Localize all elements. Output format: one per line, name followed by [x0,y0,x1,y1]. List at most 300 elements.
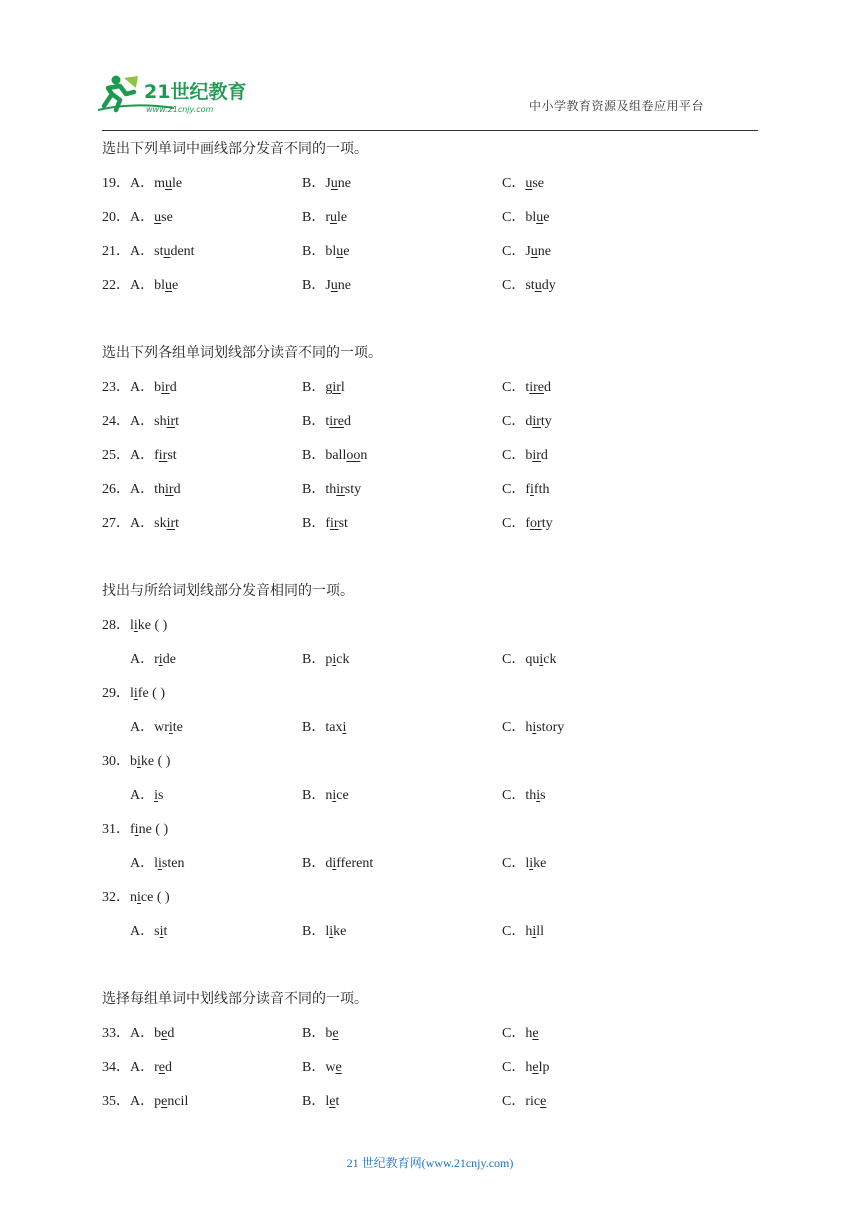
word-part: ric [525,1094,541,1109]
option-letter: B． [302,176,326,191]
option-letter: C． [502,788,526,803]
word-part: d [165,1060,173,1075]
question-num: 23． [102,380,130,395]
underlined-letters: ire [529,380,544,395]
question-row [102,514,758,548]
underlined-letters: i [159,924,164,939]
option-b[interactable] [302,1024,339,1044]
underlined-letters: ir [532,448,541,463]
word-part: s [540,788,546,803]
option-letter: B． [302,788,326,803]
option-c[interactable] [502,854,546,874]
section-instruction: 选出下列单词中画线部分发音不同的一项。 [102,142,368,157]
word-part: e [172,278,179,293]
option-a[interactable] [102,276,178,296]
word-part: l [130,618,134,633]
word-part: h [525,1026,533,1041]
option-c[interactable] [502,208,549,228]
exercise-section [102,140,758,310]
word-part: n [130,890,137,905]
word-part: ll [536,924,545,939]
word-part: fferent [336,856,374,871]
option-letter: A． [130,278,155,293]
word-part: sh [154,414,167,429]
word-part: e [343,244,350,259]
option-b[interactable] [302,480,361,500]
option-letter: C． [502,516,526,531]
option-b[interactable] [302,242,349,262]
option-c[interactable] [502,378,551,398]
underlined-letters: i [168,720,173,735]
word-part: dent [170,244,195,259]
word-part: ce ( ) [140,890,170,905]
option-letter: A． [130,482,155,497]
word-part: bl [525,210,537,225]
exercise-content [102,140,758,1160]
section-instruction: 选择每组单词中划线部分读音不同的一项。 [102,992,368,1007]
underlined-letters: u [163,244,171,259]
underlined-letters: ir [332,380,341,395]
word-part: st [167,448,177,463]
word-part: te [172,720,183,735]
word-part: ne [337,176,352,191]
question-options [102,854,758,888]
word-part: st [338,516,348,531]
option-letter: B． [302,1060,326,1075]
option-b[interactable] [302,1092,339,1112]
question-num: 28． [102,618,130,633]
option-letter: B． [302,210,326,225]
logo-21cnjy [94,72,274,116]
question-row [102,1058,758,1092]
word-part: sk [154,516,167,531]
option-b[interactable] [302,718,346,738]
option-letter: A． [130,652,155,667]
option-b[interactable] [302,378,345,398]
word-part: h [525,720,533,735]
option-b[interactable] [302,1058,342,1078]
underlined-letters: u [330,176,338,191]
question-row [102,446,758,480]
option-a[interactable] [102,208,173,228]
underlined-letters: i [332,652,337,667]
underlined-letters: ire [329,414,344,429]
exercise-section [102,582,758,956]
option-a[interactable] [102,480,181,500]
underlined-letters: ir [161,380,170,395]
question-num: 32． [102,890,130,905]
option-letter: B． [302,652,326,667]
word-part: se [532,176,545,191]
word-part: d [544,380,551,395]
option-letter: C． [502,278,526,293]
underlined-letters: u [330,210,338,225]
underlined-letters: e [158,1060,166,1075]
word-part: f [325,516,331,531]
question-options [102,922,758,956]
option-c[interactable] [502,242,551,262]
option-letter: C． [502,482,526,497]
underlined-letters: e [161,1094,168,1109]
question-num: 25． [102,448,130,463]
option-c[interactable] [502,412,552,432]
underlined-letters: i [329,924,334,939]
word-part: qu [525,652,540,667]
option-letter: A． [130,380,155,395]
underlined-letters: i [539,652,544,667]
underlined-letters: i [134,822,139,837]
underlined-letters: i [342,720,347,735]
word-part: J [325,278,331,293]
option-a[interactable] [130,786,163,806]
option-c[interactable] [502,1092,546,1112]
word-part: r [154,1060,159,1075]
option-letter: B． [302,380,326,395]
word-part: d [525,414,533,429]
underlined-letters: i [529,856,534,871]
word-part: d [173,482,181,497]
underlined-letters: e [335,1060,342,1075]
option-b[interactable] [302,276,351,296]
word-part: h [525,1060,533,1075]
option-b[interactable] [302,650,349,670]
option-letter: A． [130,244,155,259]
question-num: 30． [102,754,130,769]
underlined-letters: ir [158,448,168,463]
underlined-letters: i [530,482,534,497]
underlined-letters: i [137,754,141,769]
option-letter: C． [502,244,526,259]
option-c[interactable] [502,718,564,738]
word-part: le [172,176,183,191]
word-part: J [325,176,331,191]
word-part: ck [336,652,350,667]
word-part: d [344,414,351,429]
underlined-letters: i [137,890,141,905]
option-b[interactable] [302,786,349,806]
word-part: dy [541,278,556,293]
underlined-letters: ir [336,482,345,497]
option-a[interactable] [102,446,177,466]
option-letter: C． [502,856,526,871]
option-a[interactable] [130,718,183,738]
page-footer: 21 世纪教育网(www.21cnjy.com) [346,1156,514,1170]
option-letter: C． [502,1094,526,1109]
question-num: 20． [102,210,130,225]
question-stem [102,820,758,854]
word-part: ce [336,788,349,803]
underlined-letters: u [525,176,533,191]
underlined-letters: or [530,516,542,531]
underlined-letters: i [532,924,537,939]
word-part: t [335,1094,340,1109]
word-part: t [163,924,168,939]
option-c[interactable] [502,480,549,500]
word-part: d [169,380,177,395]
word-part: b [154,1026,162,1041]
question-num: 33． [102,1026,130,1041]
section-instruction: 找出与所给词划线部分发音相同的一项。 [102,584,354,599]
word-part: n [360,448,368,463]
underlined-letters: u [336,244,344,259]
word-part: b [325,1026,333,1041]
word-part: st [525,278,535,293]
word-part: ball [325,448,347,463]
question-row [102,412,758,446]
word-part: sten [161,856,185,871]
option-c[interactable] [502,276,556,296]
option-c[interactable] [502,786,546,806]
option-letter: A． [130,516,155,531]
option-letter: B． [302,720,326,735]
option-c[interactable] [502,446,548,466]
underlined-letters: ir [166,414,176,429]
option-c[interactable] [502,1024,539,1044]
word-part: t [325,414,330,429]
option-a[interactable] [102,242,195,262]
word-part: bl [154,278,166,293]
option-letter: B． [302,924,326,939]
underlined-letters: u [154,210,162,225]
question-row [102,378,758,412]
word-part: l [325,1094,330,1109]
option-a[interactable] [102,412,179,432]
question-number [102,752,170,772]
word-part: th [525,788,537,803]
underlined-letters: e [329,1094,336,1109]
underlined-letters: i [154,788,159,803]
option-letter: C． [502,380,526,395]
word-part: ty [540,414,552,429]
word-part: de [162,652,176,667]
option-letter: A． [130,720,155,735]
question-row [102,1024,758,1058]
option-letter: C． [502,414,526,429]
word-part: ty [541,516,553,531]
underlined-letters: i [158,652,163,667]
underlined-letters: u [165,176,173,191]
word-part: f [154,448,159,463]
option-a[interactable] [102,1058,172,1078]
question-number [102,684,165,704]
word-part: g [325,380,333,395]
word-part: b [154,380,162,395]
option-letter: A． [130,176,155,191]
page-header [102,66,758,131]
option-a[interactable] [130,922,167,942]
word-part: l [130,686,134,701]
question-number [102,820,168,840]
word-part: t [525,380,530,395]
option-letter: B． [302,244,326,259]
underlined-letters: u [165,278,173,293]
option-b[interactable] [302,854,373,874]
word-part: f [130,822,135,837]
option-c[interactable] [502,514,553,534]
word-part: t [175,516,180,531]
underlined-letters: ir [532,414,541,429]
option-letter: A． [130,856,155,871]
option-letter: C． [502,652,526,667]
option-b[interactable] [302,412,351,432]
question-stem [102,616,758,650]
question-options [102,650,758,684]
option-a[interactable] [102,1092,188,1112]
option-letter: B． [302,482,326,497]
word-part: p [154,1094,162,1109]
word-part: l [325,924,330,939]
word-part: s [154,924,160,939]
option-c[interactable] [502,174,544,194]
question-stem [102,888,758,922]
option-c[interactable] [502,650,556,670]
exercise-section [102,344,758,548]
question-options [102,786,758,820]
word-part: ke ( ) [137,618,168,633]
option-letter: B． [302,414,326,429]
underlined-letters: ir [165,482,174,497]
word-part: n [325,788,333,803]
option-letter: B． [302,278,326,293]
question-options [102,718,758,752]
underlined-letters: ir [330,516,339,531]
option-letter: A． [130,1094,155,1109]
logo-text: 21世纪教育 [144,81,247,103]
word-part: b [130,754,137,769]
word-part: l [525,856,530,871]
option-letter: A． [130,788,155,803]
question-row [102,208,758,242]
question-num: 34． [102,1060,130,1075]
option-letter: C． [502,720,526,735]
question-stem [102,684,758,718]
word-part: f [525,516,531,531]
word-part: p [325,652,333,667]
word-part: th [154,482,166,497]
option-letter: B． [302,448,326,463]
word-part: h [525,924,533,939]
word-part: ke ( ) [140,754,171,769]
word-part: fth [533,482,550,497]
word-part: l [154,856,159,871]
underlined-letters: i [133,618,138,633]
option-b[interactable] [302,174,351,194]
word-part: m [154,176,166,191]
question-row [102,242,758,276]
option-letter: A． [130,210,155,225]
underlined-letters: i [532,720,537,735]
option-b[interactable] [302,514,348,534]
word-part: e [543,210,550,225]
question-num: 24． [102,414,130,429]
option-letter: B． [302,1026,326,1041]
underlined-letters: i [158,856,162,871]
word-part: l [340,380,345,395]
question-num: 31． [102,822,130,837]
word-part: story [536,720,565,735]
option-letter: C． [502,1026,526,1041]
word-part: se [161,210,173,225]
underlined-letters: u [536,210,544,225]
option-b[interactable] [302,208,347,228]
underlined-letters: i [536,788,541,803]
underlined-letters: u [534,278,542,293]
option-letter: A． [130,1060,155,1075]
word-part: d [167,1026,175,1041]
option-c[interactable] [502,1058,549,1078]
question-num: 21． [102,244,130,259]
underlined-letters: e [532,1026,539,1041]
option-a[interactable] [130,650,176,670]
word-part: r [325,210,331,225]
underlined-letters: i [332,788,337,803]
underlined-letters: e [540,1094,547,1109]
question-row [102,276,758,310]
question-number [102,888,170,908]
option-letter: B． [302,516,326,531]
question-num: 35． [102,1094,130,1109]
exercise-section [102,990,758,1126]
word-part: t [175,414,180,429]
word-part: ne [337,278,352,293]
word-part: d [325,856,333,871]
word-part: ke [533,856,547,871]
question-num: 29． [102,686,130,701]
option-a[interactable] [102,174,182,194]
underlined-letters: i [133,686,138,701]
question-num: 27． [102,516,130,531]
section-instruction: 选出下列各组单词划线部分读音不同的一项。 [102,346,382,361]
option-a[interactable] [102,514,179,534]
site-tagline: 中小学教育资源及组卷应用平台 [528,99,704,113]
option-letter: C． [502,176,526,191]
word-part: tax [325,720,343,735]
option-a[interactable] [102,378,177,398]
question-num: 19． [102,176,130,191]
underlined-letters: i [332,856,337,871]
option-b[interactable] [302,446,367,466]
word-part: d [540,448,548,463]
word-part: J [525,244,531,259]
word-part: th [325,482,337,497]
option-letter: C． [502,210,526,225]
word-part: f [525,482,531,497]
option-letter: C． [502,448,526,463]
word-part: st [154,244,164,259]
option-a[interactable] [130,854,184,874]
option-a[interactable] [102,1024,174,1044]
option-letter: A． [130,414,155,429]
word-part: ne ( ) [138,822,169,837]
option-b[interactable] [302,922,346,942]
underlined-letters: oo [346,448,361,463]
option-letter: B． [302,856,326,871]
question-row [102,174,758,208]
word-part: ke [333,924,347,939]
word-part: ne [537,244,552,259]
option-c[interactable] [502,922,544,942]
option-letter: A． [130,1026,155,1041]
logo-url: www.21cnjy.com [146,105,214,114]
word-part: wr [154,720,169,735]
word-part: fe ( ) [137,686,165,701]
question-stem [102,752,758,786]
underlined-letters: e [332,1026,339,1041]
option-letter: B． [302,1094,326,1109]
word-part: w [325,1060,336,1075]
option-letter: A． [130,448,155,463]
underlined-letters: u [330,278,338,293]
